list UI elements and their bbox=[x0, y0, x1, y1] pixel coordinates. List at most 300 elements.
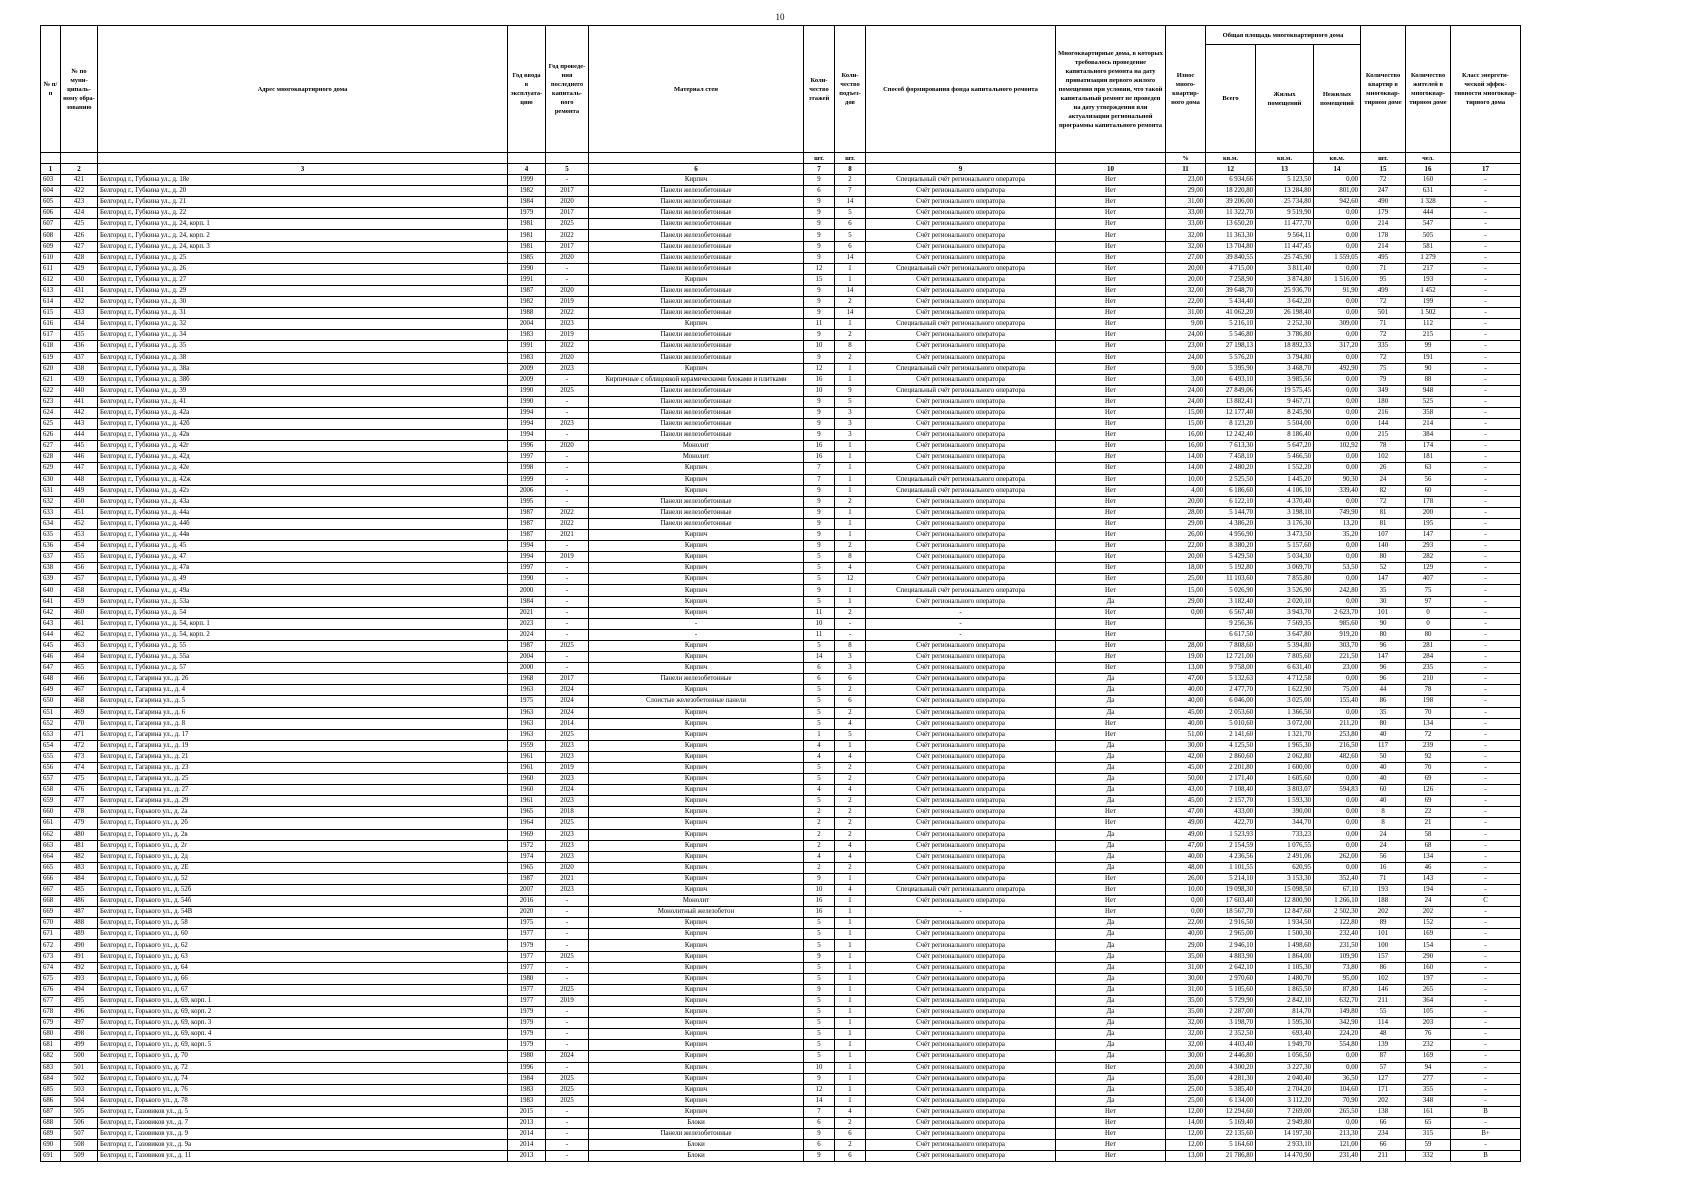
cell-area-living: 25 734,80 bbox=[1256, 197, 1314, 208]
cell-municipal-num: 497 bbox=[61, 1018, 98, 1029]
cell-energy-class: - bbox=[1451, 308, 1521, 319]
table-row bbox=[41, 585, 1521, 596]
cell-wall-material: Кирпич bbox=[589, 807, 804, 818]
cell-floors: 4 bbox=[804, 785, 835, 796]
cell-row-num: 655 bbox=[41, 751, 61, 762]
cell-year-repair: - bbox=[546, 175, 589, 186]
cell-year-built: 2013 bbox=[508, 1117, 546, 1128]
cell-area-nonliving: 0,00 bbox=[1314, 496, 1361, 507]
table-row bbox=[41, 485, 1521, 496]
cell-wall-material: Кирпич bbox=[589, 951, 804, 962]
cell-year-repair: 2019 bbox=[546, 552, 589, 563]
cell-year-repair: 2023 bbox=[546, 363, 589, 374]
cell-municipal-num: 446 bbox=[61, 452, 98, 463]
cell-address: Белгород г., Губкина ул., д. 49 bbox=[98, 574, 508, 585]
cell-municipal-num: 495 bbox=[61, 995, 98, 1006]
cell-municipal-num: 428 bbox=[61, 252, 98, 263]
cell-row-num: 646 bbox=[41, 652, 61, 663]
cell-wall-material: Панели железобетонные bbox=[589, 197, 804, 208]
cell-wear: 24,00 bbox=[1166, 396, 1206, 407]
cell-address: Белгород г., Гагарина ул., д. 8 bbox=[98, 718, 508, 729]
cell-apartments: 86 bbox=[1361, 962, 1406, 973]
cell-residents: 235 bbox=[1406, 663, 1451, 674]
cell-energy-class: - bbox=[1451, 230, 1521, 241]
cell-area-nonliving: 0,00 bbox=[1314, 818, 1361, 829]
cell-address: Белгород г., Горького ул., д. 69, корп. 1 bbox=[98, 995, 508, 1006]
cell-municipal-num: 468 bbox=[61, 696, 98, 707]
cell-energy-class: - bbox=[1451, 1073, 1521, 1084]
cell-area-living: 26 198,40 bbox=[1256, 308, 1314, 319]
cell-apartments: 40 bbox=[1361, 729, 1406, 740]
cell-wall-material: - bbox=[589, 618, 804, 629]
cell-year-built: 1961 bbox=[508, 751, 546, 762]
header-year-built: Год ввода в эксплуата-цию bbox=[508, 26, 546, 153]
cell-entrances: 1 bbox=[835, 1040, 866, 1051]
cell-area-living: 1 864,00 bbox=[1256, 951, 1314, 962]
cell-energy-class: - bbox=[1451, 430, 1521, 441]
cell-year-repair: - bbox=[546, 918, 589, 929]
cell-fund-method: Счёт регионального оператора bbox=[866, 774, 1056, 785]
cell-floors: 9 bbox=[804, 241, 835, 252]
cell-floors: 5 bbox=[804, 1051, 835, 1062]
cell-repair-required: Да bbox=[1056, 1084, 1166, 1095]
cell-repair-required: Да bbox=[1056, 762, 1166, 773]
cell-fund-method: Счёт регионального оператора bbox=[866, 507, 1056, 518]
cell-address: Белгород г., Газовиков ул., д. 11 bbox=[98, 1151, 508, 1162]
cell-floors: 7 bbox=[804, 463, 835, 474]
table-row bbox=[41, 430, 1521, 441]
cell-area-total: 27 849,06 bbox=[1206, 385, 1256, 396]
cell-area-living: 620,95 bbox=[1256, 862, 1314, 873]
cell-address: Белгород г., Губкина ул., д. 26 bbox=[98, 263, 508, 274]
cell-area-nonliving: 75,00 bbox=[1314, 685, 1361, 696]
cell-year-built: 1987 bbox=[508, 518, 546, 529]
cell-address: Белгород г., Губкина ул., д. 47в bbox=[98, 563, 508, 574]
cell-floors: 9 bbox=[804, 407, 835, 418]
cell-year-built: 1987 bbox=[508, 640, 546, 651]
cell-entrances: 8 bbox=[835, 552, 866, 563]
cell-year-built: 1963 bbox=[508, 718, 546, 729]
cell-area-total: 5 144,70 bbox=[1206, 507, 1256, 518]
cell-municipal-num: 462 bbox=[61, 629, 98, 640]
cell-area-total: 4 715,00 bbox=[1206, 263, 1256, 274]
cell-row-num: 660 bbox=[41, 807, 61, 818]
unit-area-nonliving: кв.м. bbox=[1314, 153, 1361, 164]
cell-residents: 80 bbox=[1406, 629, 1451, 640]
cell-entrances: 2 bbox=[835, 496, 866, 507]
table-row bbox=[41, 1084, 1521, 1095]
cell-area-total: 2 201,80 bbox=[1206, 762, 1256, 773]
cell-energy-class: - bbox=[1451, 818, 1521, 829]
cell-floors: 2 bbox=[804, 840, 835, 851]
cell-address: Белгород г., Губкина ул., д. 38а bbox=[98, 363, 508, 374]
cell-apartments: 71 bbox=[1361, 873, 1406, 884]
cell-wear: 32,00 bbox=[1166, 1029, 1206, 1040]
cell-area-living: 11 477,70 bbox=[1256, 219, 1314, 230]
cell-municipal-num: 481 bbox=[61, 840, 98, 851]
cell-row-num: 629 bbox=[41, 463, 61, 474]
cell-address: Белгород г., Гагарина ул., д. 25 bbox=[98, 774, 508, 785]
cell-apartments: 193 bbox=[1361, 885, 1406, 896]
cell-residents: 152 bbox=[1406, 918, 1451, 929]
cell-floors: 9 bbox=[804, 285, 835, 296]
cell-residents: 161 bbox=[1406, 1106, 1451, 1117]
cell-fund-method: Счёт регионального оператора bbox=[866, 441, 1056, 452]
cell-year-built: 1979 bbox=[508, 1029, 546, 1040]
cell-residents: 88 bbox=[1406, 374, 1451, 385]
cell-energy-class: - bbox=[1451, 374, 1521, 385]
cell-floors: 5 bbox=[804, 918, 835, 929]
cell-wall-material: Панели железобетонные bbox=[589, 496, 804, 507]
cell-municipal-num: 452 bbox=[61, 518, 98, 529]
cell-wear: 14,00 bbox=[1166, 452, 1206, 463]
cell-floors: 5 bbox=[804, 707, 835, 718]
cell-row-num: 640 bbox=[41, 585, 61, 596]
cell-wall-material: Кирпич bbox=[589, 995, 804, 1006]
cell-wall-material: Кирпич bbox=[589, 596, 804, 607]
cell-wear: 27,00 bbox=[1166, 252, 1206, 263]
cell-area-nonliving: 749,90 bbox=[1314, 507, 1361, 518]
cell-wall-material: Кирпич bbox=[589, 585, 804, 596]
cell-year-built: 1981 bbox=[508, 241, 546, 252]
cell-area-total: 7 458,10 bbox=[1206, 452, 1256, 463]
cell-repair-required: Нет bbox=[1056, 263, 1166, 274]
cell-area-living: 3 468,70 bbox=[1256, 363, 1314, 374]
cell-fund-method: Счёт регионального оператора bbox=[866, 1106, 1056, 1117]
cell-wear: 15,00 bbox=[1166, 585, 1206, 596]
cell-address: Белгород г., Губкина ул., д. 45 bbox=[98, 541, 508, 552]
cell-area-total: 2 860,60 bbox=[1206, 751, 1256, 762]
cell-area-total: 2 970,60 bbox=[1206, 973, 1256, 984]
cell-residents: 129 bbox=[1406, 563, 1451, 574]
cell-wear: 33,00 bbox=[1166, 219, 1206, 230]
cell-area-nonliving: 0,00 bbox=[1314, 241, 1361, 252]
cell-apartments: 102 bbox=[1361, 973, 1406, 984]
cell-year-built: 1995 bbox=[508, 496, 546, 507]
cell-area-living: 25 745,90 bbox=[1256, 252, 1314, 263]
cell-area-nonliving: 0,00 bbox=[1314, 407, 1361, 418]
cell-energy-class: - bbox=[1451, 1084, 1521, 1095]
page-number: 10 bbox=[775, 12, 785, 22]
table-row bbox=[41, 740, 1521, 751]
cell-row-num: 669 bbox=[41, 907, 61, 918]
cell-entrances: 6 bbox=[835, 674, 866, 685]
cell-apartments: 71 bbox=[1361, 319, 1406, 330]
cell-wall-material: Кирпич bbox=[589, 685, 804, 696]
cell-area-total: 5 192,80 bbox=[1206, 563, 1256, 574]
cell-area-nonliving: 0,00 bbox=[1314, 541, 1361, 552]
cell-residents: 193 bbox=[1406, 274, 1451, 285]
cell-floors: 4 bbox=[804, 740, 835, 751]
cell-area-nonliving: 122,80 bbox=[1314, 918, 1361, 929]
cell-wear: 32,00 bbox=[1166, 241, 1206, 252]
cell-wear: 13,00 bbox=[1166, 1151, 1206, 1162]
cell-wall-material: Панели железобетонные bbox=[589, 1129, 804, 1140]
cell-area-nonliving: 0,00 bbox=[1314, 552, 1361, 563]
cell-energy-class: - bbox=[1451, 707, 1521, 718]
cell-wall-material: Кирпич bbox=[589, 873, 804, 884]
cell-floors: 9 bbox=[804, 1073, 835, 1084]
cell-fund-method: Счёт регионального оператора bbox=[866, 297, 1056, 308]
cell-year-repair: - bbox=[546, 1106, 589, 1117]
cell-repair-required: Нет bbox=[1056, 396, 1166, 407]
cell-area-nonliving: 0,00 bbox=[1314, 330, 1361, 341]
cell-apartments: 144 bbox=[1361, 419, 1406, 430]
cell-energy-class: - bbox=[1451, 762, 1521, 773]
header-repair-required: Многоквартирные дома, в которых требовалось проведение капитального ремонта на дату приватизации первого жилого помещения при условии, что такой капитальный ремонт не проведен на дату утверждения или актуализации региональной программы капитального ремонта bbox=[1056, 26, 1166, 153]
cell-address: Белгород г., Губкина ул., д. 32 bbox=[98, 319, 508, 330]
cell-area-total: 41 062,20 bbox=[1206, 308, 1256, 319]
cell-year-repair: 2025 bbox=[546, 818, 589, 829]
cell-area-living: 3 526,90 bbox=[1256, 585, 1314, 596]
cell-year-built: 1987 bbox=[508, 530, 546, 541]
table-row bbox=[41, 1117, 1521, 1128]
cell-fund-method: Счёт регионального оператора bbox=[866, 452, 1056, 463]
cell-municipal-num: 501 bbox=[61, 1062, 98, 1073]
cell-address: Белгород г., Горького ул., д. 70 bbox=[98, 1051, 508, 1062]
cell-area-nonliving: 253,80 bbox=[1314, 729, 1361, 740]
table-row bbox=[41, 208, 1521, 219]
cell-address: Белгород г., Гагарина ул., д. 6 bbox=[98, 707, 508, 718]
cell-area-nonliving: 942,60 bbox=[1314, 197, 1361, 208]
cell-wall-material: Кирпич bbox=[589, 474, 804, 485]
cell-energy-class: - bbox=[1451, 485, 1521, 496]
cell-wall-material: Кирпич bbox=[589, 973, 804, 984]
cell-entrances: 1 bbox=[835, 363, 866, 374]
cell-area-living: 5 647,20 bbox=[1256, 441, 1314, 452]
cell-wear: 20,00 bbox=[1166, 552, 1206, 563]
table-row bbox=[41, 452, 1521, 463]
cell-wall-material: Кирпич bbox=[589, 485, 804, 496]
cell-repair-required: Нет bbox=[1056, 363, 1166, 374]
cell-year-built: 1990 bbox=[508, 263, 546, 274]
cell-apartments: 8 bbox=[1361, 818, 1406, 829]
cell-year-repair: 2021 bbox=[546, 530, 589, 541]
cell-wear: 47,00 bbox=[1166, 807, 1206, 818]
cell-wall-material: Панели железобетонные bbox=[589, 219, 804, 230]
cell-year-repair: - bbox=[546, 585, 589, 596]
cell-wear: 32,00 bbox=[1166, 1018, 1206, 1029]
cell-entrances: 6 bbox=[835, 219, 866, 230]
cell-wall-material: Кирпич bbox=[589, 885, 804, 896]
table-row bbox=[41, 541, 1521, 552]
cell-wear: 35,00 bbox=[1166, 951, 1206, 962]
cell-municipal-num: 483 bbox=[61, 862, 98, 873]
cell-row-num: 666 bbox=[41, 873, 61, 884]
cell-area-nonliving: 0,00 bbox=[1314, 807, 1361, 818]
cell-wall-material: Панели железобетонные bbox=[589, 230, 804, 241]
cell-residents: 181 bbox=[1406, 452, 1451, 463]
cell-area-living: 5 394,80 bbox=[1256, 640, 1314, 651]
cell-address: Белгород г., Горького ул., д. 2в bbox=[98, 829, 508, 840]
cell-wear: 31,00 bbox=[1166, 984, 1206, 995]
table-row bbox=[41, 995, 1521, 1006]
cell-year-built: 1975 bbox=[508, 918, 546, 929]
cell-area-living: 3 786,80 bbox=[1256, 330, 1314, 341]
cell-energy-class: - bbox=[1451, 951, 1521, 962]
cell-energy-class: - bbox=[1451, 297, 1521, 308]
cell-apartments: 139 bbox=[1361, 1040, 1406, 1051]
cell-address: Белгород г., Гагарина ул., д. 27 bbox=[98, 785, 508, 796]
cell-year-repair: 2025 bbox=[546, 1095, 589, 1106]
cell-wear: 20,00 bbox=[1166, 496, 1206, 507]
cell-energy-class: - bbox=[1451, 918, 1521, 929]
cell-wear: 25,00 bbox=[1166, 574, 1206, 585]
cell-row-num: 681 bbox=[41, 1040, 61, 1051]
cell-municipal-num: 465 bbox=[61, 663, 98, 674]
cell-floors: 5 bbox=[804, 1007, 835, 1018]
cell-area-total: 2 154,59 bbox=[1206, 840, 1256, 851]
cell-area-living: 1 595,30 bbox=[1256, 1018, 1314, 1029]
cell-address: Белгород г., Губкина ул., д. 38 bbox=[98, 352, 508, 363]
cell-repair-required: Нет bbox=[1056, 896, 1166, 907]
cell-wall-material: Кирпич bbox=[589, 829, 804, 840]
cell-municipal-num: 466 bbox=[61, 674, 98, 685]
cell-year-repair: 2019 bbox=[546, 330, 589, 341]
cell-year-built: 1979 bbox=[508, 940, 546, 951]
cell-residents: 0 bbox=[1406, 607, 1451, 618]
cell-floors: 9 bbox=[804, 518, 835, 529]
cell-repair-required: Да bbox=[1056, 1051, 1166, 1062]
cell-year-built: 1960 bbox=[508, 774, 546, 785]
cell-wall-material: Кирпич bbox=[589, 929, 804, 940]
cell-energy-class: - bbox=[1451, 530, 1521, 541]
cell-residents: 384 bbox=[1406, 430, 1451, 441]
cell-apartments: 72 bbox=[1361, 496, 1406, 507]
cell-area-nonliving: 0,00 bbox=[1314, 230, 1361, 241]
cell-address: Белгород г., Горького ул., д. 52 bbox=[98, 873, 508, 884]
cell-entrances: 4 bbox=[835, 785, 866, 796]
cell-repair-required: Нет bbox=[1056, 230, 1166, 241]
cell-floors: 5 bbox=[804, 995, 835, 1006]
cell-address: Белгород г., Гагарина ул., д. 23 bbox=[98, 762, 508, 773]
cell-floors: 9 bbox=[804, 984, 835, 995]
cell-area-nonliving: 0,00 bbox=[1314, 840, 1361, 851]
cell-wear: 30,00 bbox=[1166, 1051, 1206, 1062]
cell-address: Белгород г., Губкина ул., д. 42д bbox=[98, 452, 508, 463]
cell-area-total: 13 704,80 bbox=[1206, 241, 1256, 252]
cell-area-total: 4 956,90 bbox=[1206, 530, 1256, 541]
cell-energy-class: - bbox=[1451, 341, 1521, 352]
cell-area-total: 39 206,00 bbox=[1206, 197, 1256, 208]
cell-entrances: 2 bbox=[835, 818, 866, 829]
cell-year-built: 1980 bbox=[508, 973, 546, 984]
cell-repair-required: Нет bbox=[1056, 663, 1166, 674]
cell-row-num: 690 bbox=[41, 1140, 61, 1151]
cell-area-nonliving: 0,00 bbox=[1314, 1117, 1361, 1128]
cell-municipal-num: 457 bbox=[61, 574, 98, 585]
cell-area-total: 7 808,60 bbox=[1206, 640, 1256, 651]
cell-area-living: 814,70 bbox=[1256, 1007, 1314, 1018]
cell-area-total: 18 220,80 bbox=[1206, 186, 1256, 197]
cell-fund-method: Счёт регионального оператора bbox=[866, 729, 1056, 740]
cell-apartments: 35 bbox=[1361, 585, 1406, 596]
cell-address: Белгород г., Губкина ул., д. 53а bbox=[98, 596, 508, 607]
cell-wear: 22,00 bbox=[1166, 297, 1206, 308]
cell-year-built: 1985 bbox=[508, 252, 546, 263]
cell-floors: 9 bbox=[804, 230, 835, 241]
cell-area-nonliving: 0,00 bbox=[1314, 396, 1361, 407]
cell-area-total: 2 287,00 bbox=[1206, 1007, 1256, 1018]
cell-entrances: 4 bbox=[835, 840, 866, 851]
cell-year-repair: - bbox=[546, 962, 589, 973]
cell-address: Белгород г., Газовиков ул., д. 9а bbox=[98, 1140, 508, 1151]
cell-area-total: 6 046,00 bbox=[1206, 696, 1256, 707]
column-number: 7 bbox=[804, 164, 835, 175]
cell-year-built: 1972 bbox=[508, 840, 546, 851]
cell-municipal-num: 503 bbox=[61, 1084, 98, 1095]
cell-municipal-num: 494 bbox=[61, 984, 98, 995]
cell-year-repair: 2023 bbox=[546, 419, 589, 430]
cell-apartments: 24 bbox=[1361, 840, 1406, 851]
cell-address: Белгород г., Губкина ул., д. 43а bbox=[98, 496, 508, 507]
cell-area-nonliving: 91,90 bbox=[1314, 285, 1361, 296]
cell-year-built: 2009 bbox=[508, 374, 546, 385]
cell-wear: 43,00 bbox=[1166, 785, 1206, 796]
cell-wear: 0,00 bbox=[1166, 907, 1206, 918]
cell-area-living: 2 062,80 bbox=[1256, 751, 1314, 762]
cell-area-total: 5 385,40 bbox=[1206, 1084, 1256, 1095]
cell-area-total: 5 169,40 bbox=[1206, 1117, 1256, 1128]
cell-wear: 31,00 bbox=[1166, 197, 1206, 208]
cell-area-living: 1 056,50 bbox=[1256, 1051, 1314, 1062]
cell-area-living: 9 519,90 bbox=[1256, 208, 1314, 219]
cell-apartments: 35 bbox=[1361, 707, 1406, 718]
cell-area-living: 1 934,50 bbox=[1256, 918, 1314, 929]
cell-repair-required: Нет bbox=[1056, 1140, 1166, 1151]
cell-wear: 29,00 bbox=[1166, 518, 1206, 529]
cell-residents: 284 bbox=[1406, 652, 1451, 663]
cell-municipal-num: 487 bbox=[61, 907, 98, 918]
table-row bbox=[41, 330, 1521, 341]
cell-municipal-num: 471 bbox=[61, 729, 98, 740]
cell-entrances: 2 bbox=[835, 1140, 866, 1151]
cell-year-built: 1977 bbox=[508, 962, 546, 973]
cell-floors: 11 bbox=[804, 607, 835, 618]
cell-area-total: 2 171,40 bbox=[1206, 774, 1256, 785]
cell-repair-required: Нет bbox=[1056, 873, 1166, 884]
cell-year-repair: - bbox=[546, 485, 589, 496]
cell-area-nonliving: 309,00 bbox=[1314, 319, 1361, 330]
cell-residents: 92 bbox=[1406, 751, 1451, 762]
cell-area-total: 13 882,41 bbox=[1206, 396, 1256, 407]
cell-area-nonliving: 36,50 bbox=[1314, 1073, 1361, 1084]
cell-wear: 9,00 bbox=[1166, 363, 1206, 374]
cell-apartments: 24 bbox=[1361, 474, 1406, 485]
cell-address: Белгород г., Губкина ул., д. 57 bbox=[98, 663, 508, 674]
cell-municipal-num: 436 bbox=[61, 341, 98, 352]
cell-address: Белгород г., Горького ул., д. 52б bbox=[98, 885, 508, 896]
cell-repair-required: Нет bbox=[1056, 186, 1166, 197]
cell-area-living: 5 034,30 bbox=[1256, 552, 1314, 563]
cell-row-num: 631 bbox=[41, 485, 61, 496]
cell-energy-class: - bbox=[1451, 585, 1521, 596]
cell-entrances: 1 bbox=[835, 1018, 866, 1029]
cell-residents: 147 bbox=[1406, 530, 1451, 541]
cell-residents: 195 bbox=[1406, 518, 1451, 529]
cell-row-num: 682 bbox=[41, 1051, 61, 1062]
cell-floors: 2 bbox=[804, 829, 835, 840]
table-row bbox=[41, 263, 1521, 274]
cell-apartments: 157 bbox=[1361, 951, 1406, 962]
cell-area-nonliving: 149,80 bbox=[1314, 1007, 1361, 1018]
table-row bbox=[41, 252, 1521, 263]
cell-fund-method: Счёт регионального оператора bbox=[866, 407, 1056, 418]
table-row bbox=[41, 363, 1521, 374]
cell-wear: 10,00 bbox=[1166, 474, 1206, 485]
table-row bbox=[41, 751, 1521, 762]
cell-municipal-num: 458 bbox=[61, 585, 98, 596]
